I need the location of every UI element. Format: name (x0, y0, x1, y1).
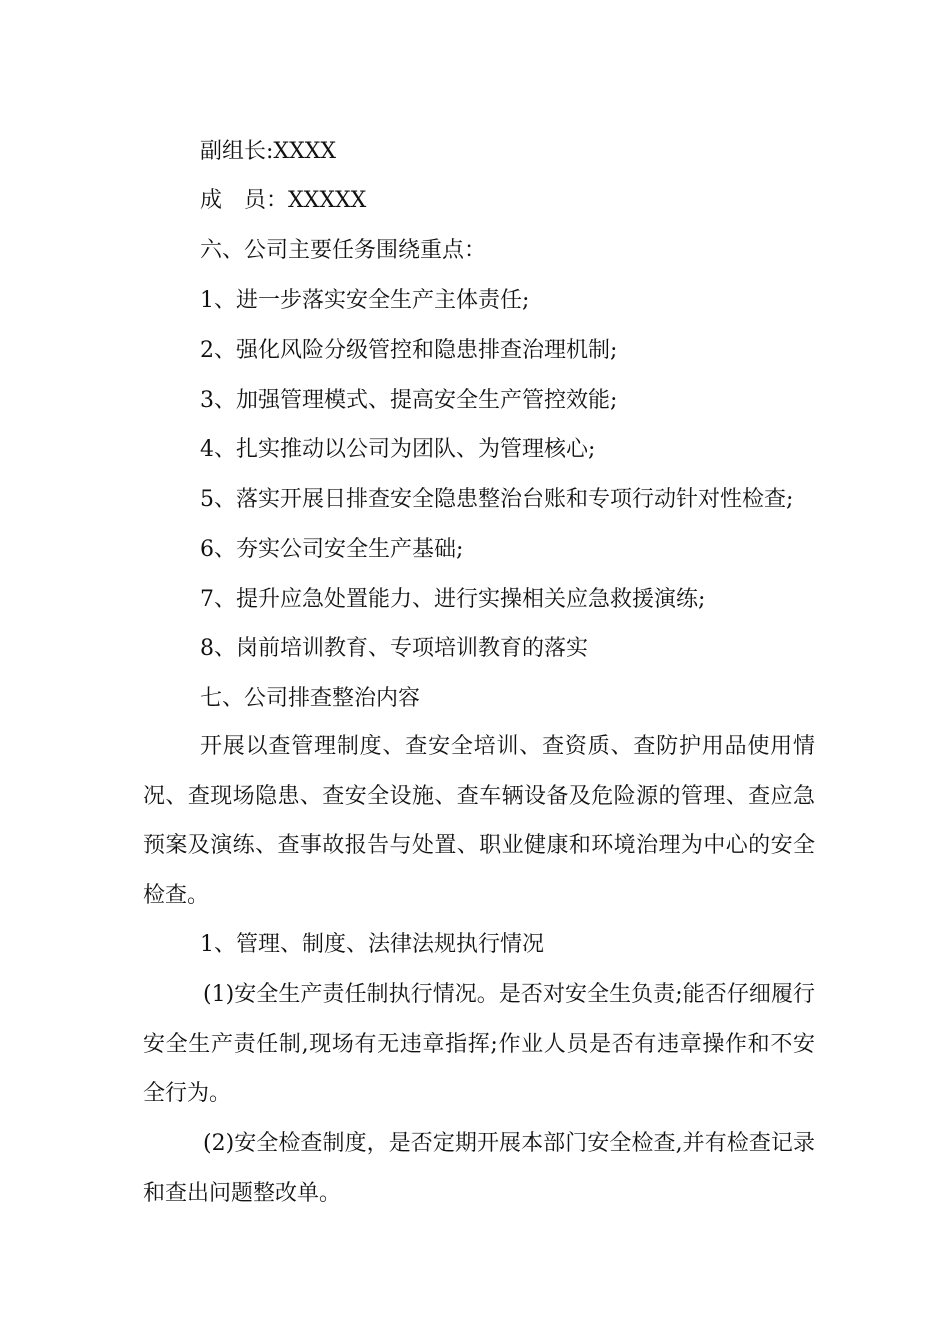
task-item-6: 6、夯实公司安全生产基础; (200, 537, 464, 562)
item-1-paragraph: (1)安全生产责任制执行情况。是否对安全生负责;能否仔细履行安全生产责任制,现场有无违章指挥;作业人员是否有违章操作和不安全行为。 (143, 982, 815, 1106)
vice-leader-line: 副组长:XXXX (200, 139, 337, 164)
task-item-8: 8、岗前培训教育、专项培训教育的落实 (200, 636, 588, 661)
task-item-4: 4、扎实推动以公司为团队、为管理核心; (200, 437, 596, 462)
subsection-1-heading: 1、管理、制度、法律法规执行情况 (200, 932, 544, 957)
members-line: 成 员：XXXXX (200, 188, 367, 213)
task-item-5: 5、落实开展日排查安全隐患整治台账和专项行动针对性检查; (200, 487, 794, 512)
task-item-3: 3、加强管理模式、提高安全生产管控效能; (200, 388, 618, 413)
task-item-2: 2、强化风险分级管控和隐患排查治理机制; (200, 338, 618, 363)
item-2-paragraph: (2)安全检查制度，是否定期开展本部门安全检查,并有检查记录和查出问题整改单。 (143, 1131, 815, 1206)
task-item-7: 7、提升应急处置能力、进行实操相关应急救援演练; (200, 587, 706, 612)
inspection-scope-paragraph: 开展以查管理制度、查安全培训、查资质、查防护用品使用情况、查现场隐患、查安全设施、查车辆设备及危险源的管理、查应急预案及演练、查事故报告与处置、职业健康和环境治理为中心的安全检查。 (143, 734, 815, 908)
section-seven-heading: 七、公司排查整治内容 (200, 686, 421, 711)
task-item-1: 1、进一步落实安全生产主体责任; (200, 288, 530, 313)
section-six-heading: 六、公司主要任务围绕重点： (200, 238, 487, 263)
